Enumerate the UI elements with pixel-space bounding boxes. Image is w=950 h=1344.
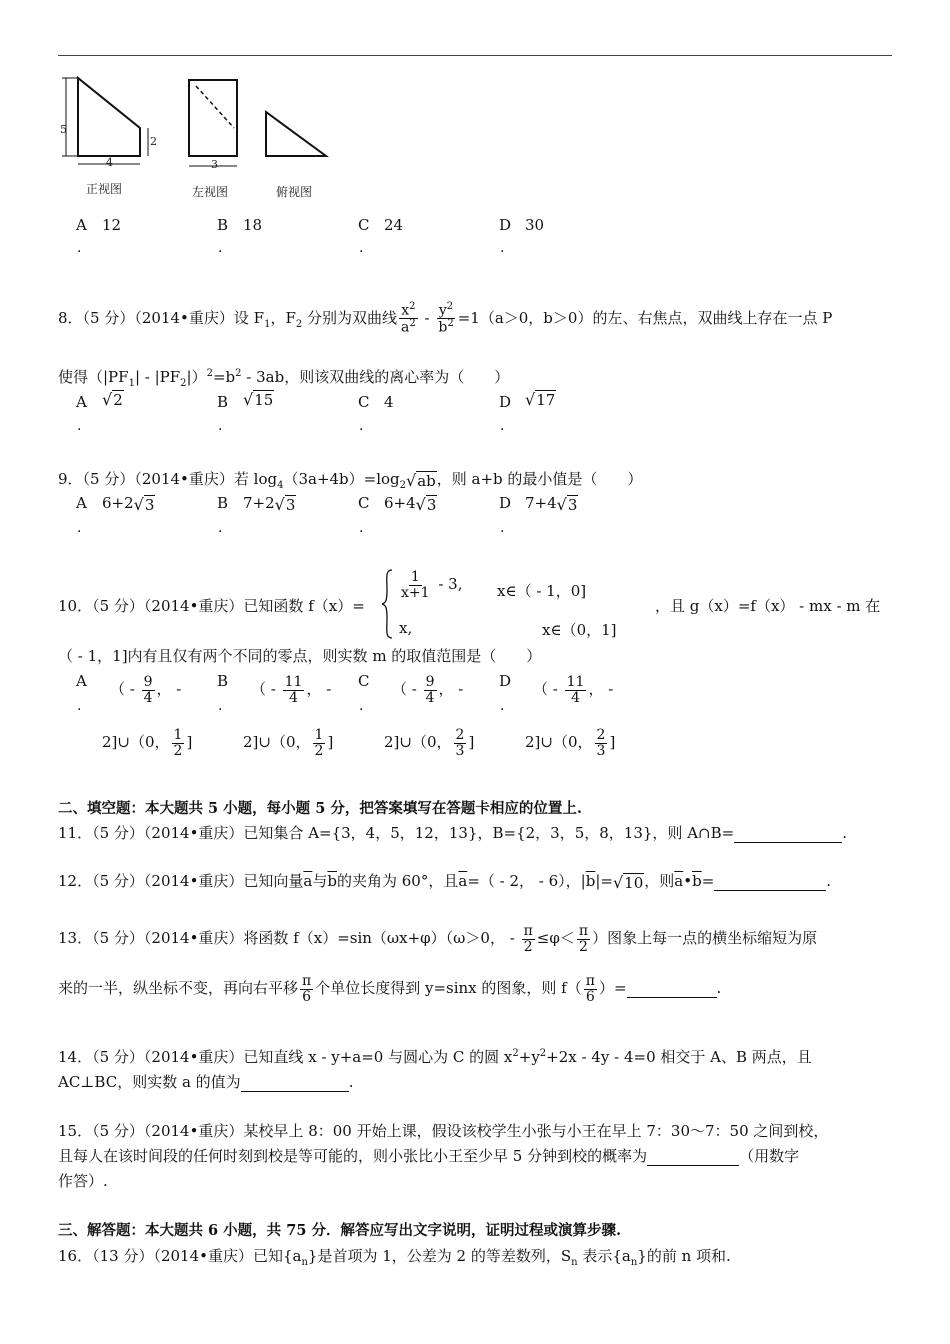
dim-3: 3 xyxy=(211,158,218,171)
q10-text2: ，且 g（x）=f（x） - mx - m 在 xyxy=(655,597,881,615)
q13-line2: 来的一半，纵坐标不变，再向右平移 $\frac{\pi}{6}$ 个单位长度得到 y=sinx 的图象，则 f（ $\frac{\pi}{6}$ ）= . xyxy=(58,973,722,1005)
q8-option-a-value: √2 xyxy=(102,390,123,409)
q8-option-b-value: √15 xyxy=(243,390,274,409)
q7-option-a-value: 12 xyxy=(102,216,122,234)
q14-line1: 14．（5 分）（2014•重庆）已知直线 x - y+a=0 与圆心为 C 的圆 $x^2+y^2+2x - 4y - 4=0$ 相交于 A、B 两点，且 xyxy=(58,1048,812,1066)
q7-dot-a: . xyxy=(77,240,82,256)
q10-case2: x, xyxy=(399,619,413,637)
q10-option-a-close: 2]∪（0， $\frac{1}{2}$ ] xyxy=(102,727,193,759)
section-3-heading: 三、解答题：本大题共 6 小题，共 75 分．解答应写出文字说明，证明过程或演算步骤. xyxy=(58,1222,622,1239)
q16: 16．（13 分）（2014•重庆）已知$\{a_n\}$是首项为 1，公差为 2 的等差数列，$S_n$ 表示$\{a_n\}$的前 n 项和. xyxy=(58,1247,731,1268)
q10-text1: 10．（5 分）（2014•重庆）已知函数 f（x）= xyxy=(58,597,365,615)
q10-brace xyxy=(380,568,394,640)
q10-case2-domain: x∈（0，1] xyxy=(542,621,617,639)
q7-option-c-value: 24 xyxy=(384,216,404,234)
q10-line2: （ - 1，1]内有且仅有两个不同的零点，则实数 m 的取值范围是（ ） xyxy=(58,647,542,665)
q8-line1: 8．（5 分）（2014•重庆）设 $F_1$，$F_2$ 分别为双曲线 $\frac{x^2}{a^2}$ - $\frac{y^2}{b^2}$ =1（a＞0，b＞0）的左、右焦点，双曲线上存在一点 P xyxy=(58,301,833,336)
front-view-label: 正视图 xyxy=(86,182,123,196)
q7-option-d-letter: D xyxy=(499,216,512,234)
q15-line1: 15．（5 分）（2014•重庆）某校早上 8：00 开始上课，假设该校学生小张与小王在早上 7：30～7：50 之间到校， xyxy=(58,1122,829,1140)
q7-option-a-letter: A xyxy=(76,216,87,234)
q10-option-c-open: （ - $\frac{9}{4}$ ， - xyxy=(392,674,464,706)
q9-option-d-value: 7+4√3 xyxy=(525,494,578,514)
q9-option-b-value: 7+2√3 xyxy=(243,494,296,514)
q10-option-b-close: 2]∪（0， $\frac{1}{2}$ ] xyxy=(243,727,334,759)
q10-case1: $\frac{1}{x+1}$ - 3, xyxy=(401,569,463,601)
q13-line1: 13．（5 分）（2014•重庆）将函数 f（x）=sin（ωx+φ）（ω＞0， - $\frac{\pi}{2}$ ≤φ＜ $\frac{\pi}{2}$ ）图象上每一点的横坐标缩短为原 xyxy=(58,923,818,955)
q7-option-b-value: 18 xyxy=(243,216,263,234)
top-view-label: 俯视图 xyxy=(276,185,313,199)
q7-option-c-letter: C xyxy=(358,216,370,234)
q7-dot-b: . xyxy=(218,240,223,256)
q10-option-d-close: 2]∪（0， $\frac{2}{3}$ ] xyxy=(525,727,616,759)
top-view xyxy=(266,112,326,156)
q9-line1: 9．（5 分）（2014•重庆）若 $\log_4(3a+4b)=\log_2√ab$，则 a+b 的最小值是（ ） xyxy=(58,470,643,491)
q7-dot-d: . xyxy=(500,240,505,256)
q15-line2: 且每人在该时间段的任何时刻到校是等可能的，则小张比小王至少早 5 分钟到校的概率为 （用数字 xyxy=(58,1147,800,1165)
q9-option-c-value: 6+4√3 xyxy=(384,494,437,514)
q10-option-c-close: 2]∪（0， $\frac{2}{3}$ ] xyxy=(384,727,475,759)
q9-option-a-value: 6+2√3 xyxy=(102,494,155,514)
q10-option-d-open: （ - $\frac{11}{4}$ ， - xyxy=(533,674,614,706)
dim-5: 5 xyxy=(60,123,67,136)
section-2-heading: 二、填空题：本大题共 5 小题，每小题 5 分，把答案填写在答题卡相应的位置上. xyxy=(58,800,582,817)
q8-line2: 使得$(|PF_1| - |PF_2|)^2=b^2 - 3ab$，则该双曲线的离心率为（ ） xyxy=(58,368,510,389)
q7-option-d-value: 30 xyxy=(525,216,545,234)
q14-line2: AC⊥BC，则实数 a 的值为 . xyxy=(58,1073,354,1091)
q10-option-b-open: （ - $\frac{11}{4}$ ， - xyxy=(251,674,332,706)
q12: 12．（5 分）（2014•重庆）已知向量$\overline{a}$与$\overline{b}$的夹角为 60°，且$\overline{a}=( - 2$， - 6），$|\overline{b}|=√10$，则$\overline{a}•\overline{b}=$ . xyxy=(58,872,832,892)
q15-line3: 作答）. xyxy=(58,1172,108,1190)
q10-case1-domain: x∈（ - 1，0] xyxy=(497,582,587,600)
side-view xyxy=(189,80,237,166)
q10-option-a-open: （ - $\frac{9}{4}$ ， - xyxy=(110,674,182,706)
q8-option-d-value: √17 xyxy=(525,390,556,409)
q8-option-c-value: 4 xyxy=(384,393,394,411)
dim-2: 2 xyxy=(150,135,157,148)
front-view xyxy=(62,78,148,164)
side-view-label: 左视图 xyxy=(192,185,229,199)
q7-option-b-letter: B xyxy=(217,216,229,234)
q7-dot-c: . xyxy=(359,240,364,256)
dim-4: 4 xyxy=(106,156,113,169)
q11: 11．（5 分）（2014•重庆）已知集合 A={3，4，5，12，13}，B={2，3，5，8，13}，则 A∩B= . xyxy=(58,824,847,842)
header-rule xyxy=(58,55,892,56)
